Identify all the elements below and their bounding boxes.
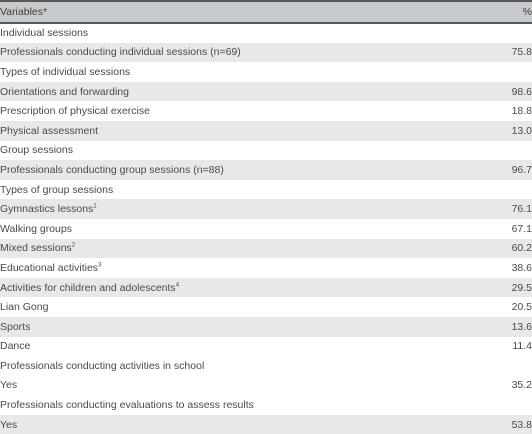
- label-text: Sports: [0, 320, 31, 333]
- table-row: [0, 82, 532, 102]
- percent-value: 13.6: [511, 320, 532, 333]
- table-row: [0, 121, 532, 141]
- row-label: [0, 101, 448, 121]
- row-label: [0, 297, 448, 317]
- table-row: [0, 337, 532, 357]
- footnote-marker: 3: [98, 262, 102, 269]
- percent-value: 67.1: [511, 222, 532, 235]
- label-text: Gymnastics lessons: [0, 203, 94, 216]
- table-row: [0, 258, 532, 278]
- percent-value: [448, 23, 532, 43]
- label-text: Orientations and forwarding: [0, 85, 129, 98]
- table-row: [0, 317, 532, 337]
- section-row: [0, 180, 532, 200]
- section-row: [0, 62, 532, 82]
- percent-value: [448, 141, 532, 161]
- percent-value: [448, 395, 532, 415]
- percent-value: [448, 62, 532, 82]
- table-row: [0, 101, 532, 121]
- table-row: [0, 43, 532, 63]
- row-label: [0, 160, 448, 180]
- table-body: [0, 23, 532, 434]
- table-row: [0, 415, 532, 434]
- percent-value: [448, 180, 532, 200]
- label-text: Professionals conducting group sessions (n=88): [0, 163, 224, 176]
- percent-value: 38.6: [511, 261, 532, 274]
- label-text: Professionals conducting individual sessions (n=69): [0, 46, 241, 59]
- label-text: Types of group sessions: [0, 183, 114, 196]
- variables-column-header: Variables*: [0, 6, 48, 18]
- section-label: [0, 356, 448, 376]
- row-label: [0, 337, 448, 357]
- section-row: [0, 23, 532, 43]
- table-row: [0, 160, 532, 180]
- table-header-row: [0, 1, 532, 23]
- percent-value: 13.0: [511, 124, 532, 137]
- percent-column-header: %: [522, 6, 532, 18]
- label-text: Mixed sessions: [0, 242, 72, 255]
- row-label: [0, 219, 448, 239]
- label-text: Educational activities: [0, 261, 99, 274]
- label-text: Prescription of physical exercise: [0, 105, 150, 118]
- table-row: [0, 278, 532, 298]
- label-text: Activities for children and adolescents: [0, 281, 176, 294]
- percent-value: 76.1: [511, 203, 532, 216]
- percent-value: 75.8: [511, 46, 532, 59]
- section-row: [0, 395, 532, 415]
- label-text: Dance: [0, 340, 31, 353]
- row-label: [0, 199, 448, 219]
- section-label: [0, 141, 448, 161]
- label-text: Physical assessment: [0, 124, 99, 137]
- label-text: Professionals conducting activities in school: [0, 359, 205, 372]
- table-row: [0, 297, 532, 317]
- row-label: [0, 239, 448, 259]
- row-label: [0, 278, 448, 298]
- label-text: Individual sessions: [0, 27, 89, 40]
- percent-value: 60.2: [511, 242, 532, 255]
- row-label: [0, 258, 448, 278]
- footnote-marker: 4: [175, 282, 180, 289]
- table-row: [0, 219, 532, 239]
- section-label: [0, 62, 448, 82]
- row-label: [0, 43, 448, 63]
- label-text: Lian Gong: [0, 301, 49, 314]
- footnote-marker: 1: [93, 203, 97, 210]
- section-row: [0, 356, 532, 376]
- label-text: Yes: [0, 418, 18, 431]
- section-label: [0, 180, 448, 200]
- percent-value: 11.4: [512, 340, 532, 353]
- row-label: [0, 376, 448, 396]
- row-label: [0, 82, 448, 102]
- label-text: Types of individual sessions: [0, 65, 131, 78]
- percent-value: 53.8: [511, 418, 532, 431]
- percent-value: 98.6: [511, 85, 532, 98]
- row-label: [0, 317, 448, 337]
- section-row: [0, 141, 532, 161]
- footnote-marker: 2: [71, 242, 76, 249]
- section-label: [0, 395, 448, 415]
- label-text: Professionals conducting evaluations to assess results: [0, 399, 254, 412]
- table-row: [0, 239, 532, 259]
- percent-value: 29.5: [511, 281, 532, 294]
- percent-value: 35.2: [511, 379, 532, 392]
- row-label: [0, 121, 448, 141]
- label-text: Walking groups: [0, 222, 72, 235]
- table-row: [0, 199, 532, 219]
- percent-value: 18.8: [511, 105, 532, 118]
- percent-value: 96.7: [511, 163, 532, 176]
- row-label: [0, 415, 448, 434]
- label-text: Group sessions: [0, 144, 73, 157]
- label-text: Yes: [0, 379, 18, 392]
- percent-value: 20.5: [511, 301, 532, 314]
- table-row: [0, 376, 532, 396]
- percent-value: [448, 356, 532, 376]
- section-label: [0, 23, 448, 43]
